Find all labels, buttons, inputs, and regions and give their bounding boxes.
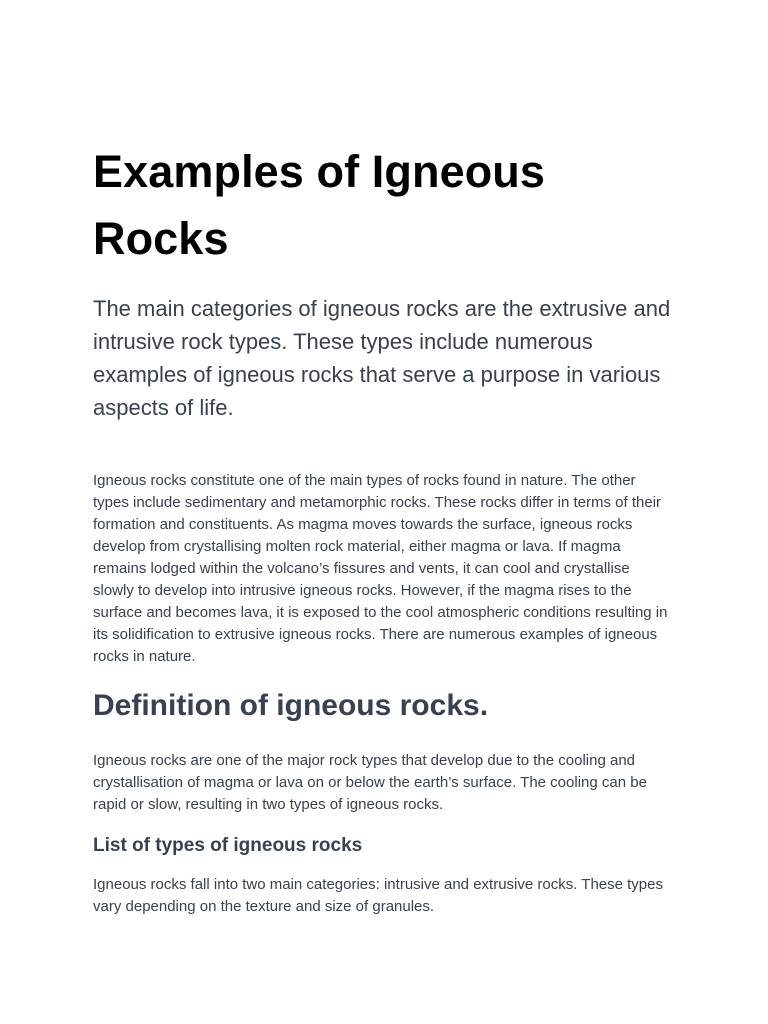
- document-page: [93, 138, 673, 918]
- types-paragraph: Igneous rocks fall into two main categories: intrusive and extrusive rocks. These types vary depending on the texture and size of granules.: [93, 876, 663, 915]
- page-title: Examples of Igneous Rocks: [93, 146, 546, 264]
- lead-paragraph: The main categories of igneous rocks are the extrusive and intrusive rock types. These types include numerous examples of igneous rocks that serve a purpose in various aspects of life.: [93, 296, 671, 420]
- definition-paragraph: Igneous rocks are one of the major rock types that develop due to the cooling and crystallisation of magma or lava on or below the earth’s surface. The cooling can be rapid or slow, resulting in two types of igneous rocks.: [93, 752, 647, 813]
- types-heading: List of types of igneous rocks: [93, 835, 363, 856]
- definition-heading: Definition of igneous rocks.: [93, 689, 489, 722]
- intro-paragraph: Igneous rocks constitute one of the main types of rocks found in nature. The other types include sedimentary and metamorphic rocks. These rocks differ in terms of their formation and constituents. As magma moves towards the surface, igneous rocks develop from crystallising molten rock material, either magma or lava. If magma remains lodged within the volcano’s fissures and vents, it can cool and crystallise slowly to develop into intrusive igneous rocks. However, if the magma rises to the surface and becomes lava, it is exposed to the cool atmospheric conditions resulting in its solidification to extrusive igneous rocks. There are numerous examples of igneous rocks in nature.: [93, 472, 668, 665]
